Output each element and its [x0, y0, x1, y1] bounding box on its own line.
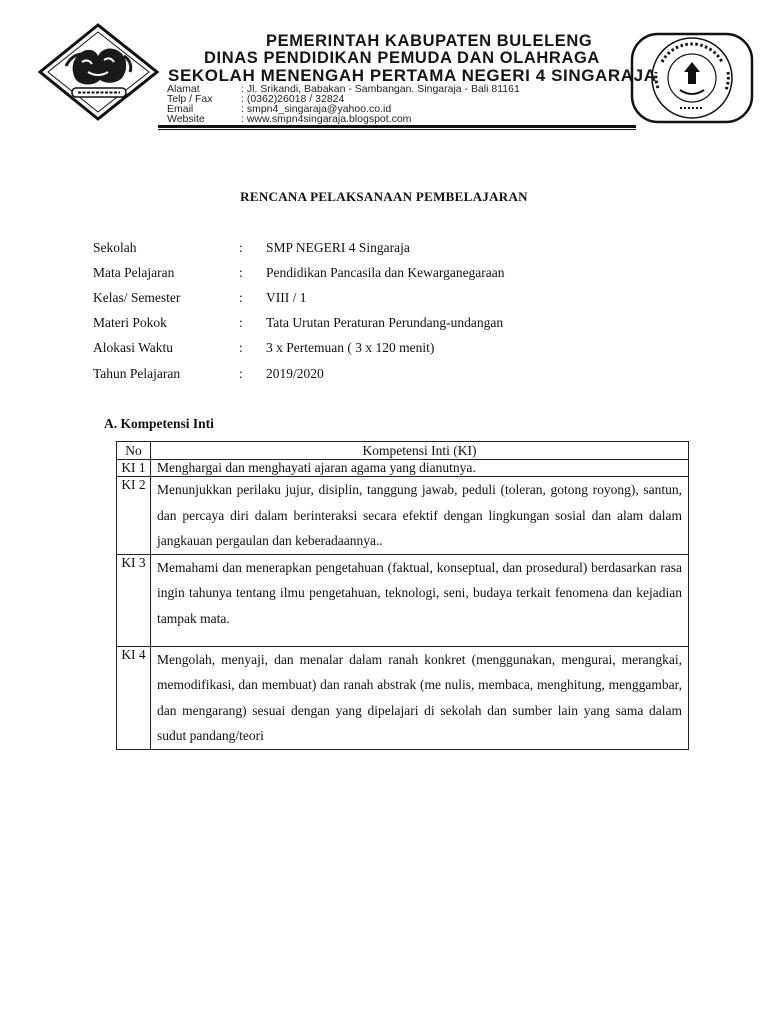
identity-value: VIII / 1 [266, 290, 307, 305]
ki-number: KI 3 [117, 554, 151, 646]
column-header-competency: Kompetensi Inti (KI) [151, 442, 689, 460]
letterhead-government-line: PEMERINTAH KABUPATEN BULELENG [266, 32, 593, 50]
letterhead-school-line: SEKOLAH MENENGAH PERTAMA NEGERI 4 SINGARAJA [168, 66, 657, 85]
contact-website-label: Website [167, 113, 205, 125]
contact-phone-label: Telp / Fax [167, 93, 213, 105]
table-header-row [117, 442, 689, 460]
identity-label: Alokasi Waktu [93, 340, 174, 355]
column-header-no: No [117, 442, 151, 460]
identity-separator: : [239, 340, 243, 355]
contact-email-label: Email [167, 103, 194, 115]
contact-address-label: Alamat [167, 83, 200, 95]
table-row [117, 477, 689, 555]
ki-number: KI 4 [117, 646, 151, 749]
identity-separator: : [239, 240, 243, 255]
core-competency-table [116, 441, 689, 750]
contact-email-value: : smpn4_singaraja@yahoo.co.id [241, 103, 392, 115]
identity-separator: : [239, 315, 243, 330]
identity-label: Kelas/ Semester [93, 290, 181, 305]
document-title: RENCANA PELAKSANAAN PEMBELAJARAN [240, 189, 528, 204]
letterhead-rule-thin [158, 129, 636, 130]
ki-description: Memahami dan menerapkan pengetahuan (faktual, konseptual, dan prosedural) berdasarkan rasa ingin tahunya tentang ilmu pengetahuan, teknologi, seni, budaya terkait fenomena dan kejadian tampak mata. [151, 554, 689, 646]
ki-description: Menghargai dan menghayati ajaran agama yang dianutnya. [151, 460, 689, 477]
contact-phone-value: : (0362)26018 / 32824 [241, 93, 345, 105]
contact-website-value: : www.smpn4singaraja.blogspot.com [241, 113, 412, 125]
identity-value: Pendidikan Pancasila dan Kewarganegaraan [266, 265, 505, 280]
identity-value: 3 x Pertemuan ( 3 x 120 menit) [266, 340, 435, 355]
identity-label: Materi Pokok [93, 315, 167, 330]
contact-website [167, 114, 411, 125]
identity-label: Mata Pelajaran [93, 265, 175, 280]
identity-separator: : [239, 290, 243, 305]
regency-emblem-logo [36, 22, 161, 122]
identity-label: Sekolah [93, 240, 137, 255]
section-heading-core-competencies: A. Kompetensi Inti [104, 416, 214, 431]
contact-address-value: : Jl. Srikandi, Babakan - Sambangan. Singaraja - Bali 81161 [241, 83, 520, 95]
identity-separator: : [239, 366, 243, 381]
table-row [117, 460, 689, 477]
identity-value: SMP NEGERI 4 Singaraja [266, 240, 410, 255]
identity-separator: : [239, 265, 243, 280]
table-row [117, 554, 689, 646]
letterhead [36, 22, 754, 130]
ki-number: KI 2 [117, 477, 151, 555]
identity-label: Tahun Pelajaran [93, 366, 181, 381]
table-row [117, 646, 689, 749]
national-standard-school-seal [630, 32, 754, 124]
identity-value: 2019/2020 [266, 366, 324, 381]
ki-description: Mengolah, menyaji, dan menalar dalam ranah konkret (menggunakan, mengurai, merangkai, memodifikasi, dan membuat) dan ranah abstrak (me nulis, membaca, menghitung, menggambar, dan mengarang) sesuai dengan yang dipelajari di sekolah dan sumber lain yang sama dalam sudut pandang/teori [151, 646, 689, 749]
ki-description: Menunjukkan perilaku jujur, disiplin, tanggung jawab, peduli (toleran, gotong royong), santun, dan percaya diri dalam berinteraksi secara efektif dengan lingkungan sosial dan alam dalam jangkauan pergaulan dan keberadaannya.. [151, 477, 689, 555]
identity-value: Tata Urutan Peraturan Perundang-undangan [266, 315, 504, 330]
letterhead-rule-thick [158, 125, 636, 128]
ki-number: KI 1 [117, 460, 151, 477]
letterhead-agency-line: DINAS PENDIDIKAN PEMUDA DAN OLAHRAGA [204, 49, 600, 67]
